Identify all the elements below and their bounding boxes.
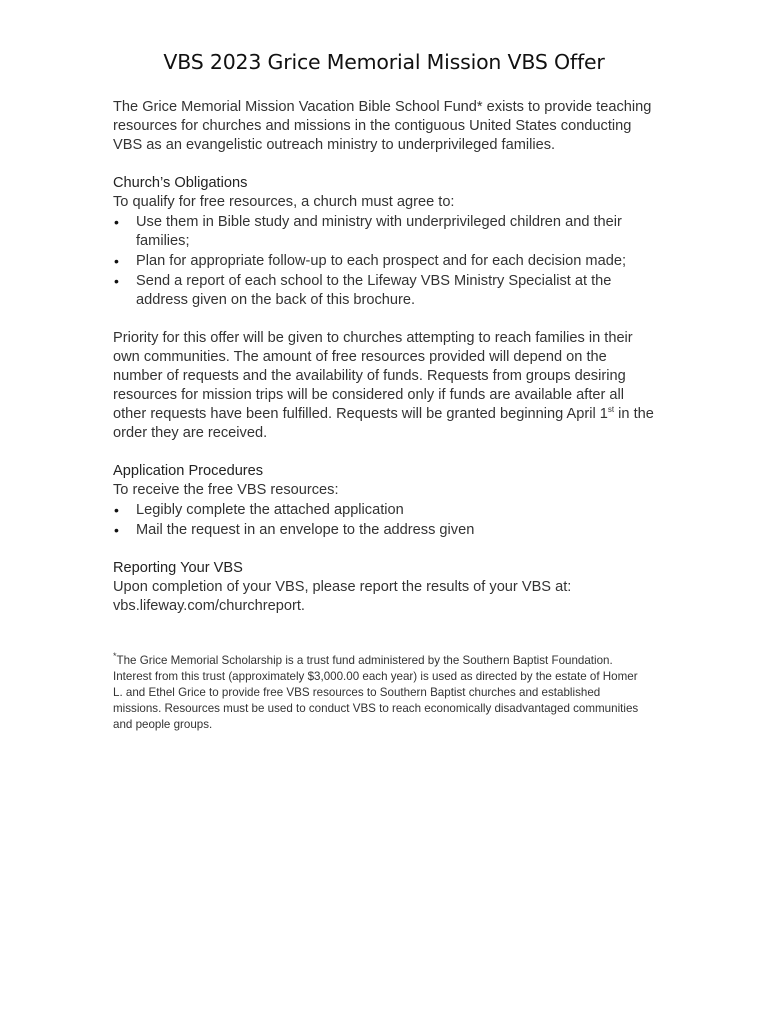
bullet-icon: • [114, 253, 119, 269]
list-item-text: Mail the request in an envelope to the address given [136, 522, 475, 538]
reporting-section [113, 559, 658, 616]
bullet-icon: • [114, 273, 119, 289]
list-item [113, 252, 658, 271]
reporting-text: Upon completion of your VBS, please report the results of your VBS at: vbs.lifeway.com/churchreport. [113, 579, 572, 614]
intro-paragraph: The Grice Memorial Mission Vacation Bible School Fund* exists to provide teaching resources for churches and missions in the contiguous United States conducting VBS as an evangelistic outreach ministry to underprivileged families. [113, 99, 652, 153]
reporting-heading: Reporting Your VBS [113, 560, 243, 576]
priority-text: Priority for this offer will be given to churches attempting to reach families in their own communities. The amount of free resources provided will depend on the number of requests and the availability of funds. Requests from groups desiring resources for mission trips will be considered only if funds are available after all other requests have been fulfilled. Requests will be granted beginning April 1 [113, 330, 633, 422]
page-title: VBS 2023 Grice Memorial Mission VBS Offer [163, 50, 605, 74]
list-item-text: Plan for appropriate follow-up to each prospect and for each decision made; [136, 253, 626, 269]
bullet-icon: • [114, 502, 119, 518]
application-lead: To receive the free VBS resources: [113, 482, 339, 498]
footnote-marker: * [113, 651, 117, 662]
obligations-heading: Church’s Obligations [113, 175, 248, 191]
application-heading: Application Procedures [113, 463, 264, 479]
priority-text-end: in the order they are received. [113, 406, 654, 441]
application-section [113, 462, 658, 540]
obligations-list [113, 213, 658, 310]
obligations-section [113, 174, 658, 310]
list-item-text: Send a report of each school to the Lifeway VBS Ministry Specialist at the address given on the back of this brochure. [136, 273, 612, 308]
list-item [113, 501, 658, 520]
footnote [113, 653, 643, 733]
list-item-text: Legibly complete the attached application [136, 502, 404, 518]
list-item-text: Use them in Bible study and ministry with underprivileged children and their families; [136, 214, 622, 249]
document-page [113, 50, 658, 745]
priority-paragraph [113, 329, 658, 443]
application-list [113, 501, 658, 540]
bullet-icon: • [114, 214, 119, 230]
obligations-lead: To qualify for free resources, a church must agree to: [113, 194, 455, 210]
bullet-icon: • [114, 522, 119, 538]
list-item [113, 213, 658, 251]
ordinal-suffix: st [607, 405, 615, 415]
list-item [113, 521, 658, 540]
list-item [113, 272, 658, 310]
footnote-text: The Grice Memorial Scholarship is a trust fund administered by the Southern Baptist Foundation. Interest from this trust (approximately $3,000.00 each year) is used as directed by the estate of Homer L. and Ethel Grice to provide free VBS resources to Southern Baptist churches and established missions. Resources must be used to conduct VBS to reach economically disadvantaged communities and people groups. [113, 654, 639, 731]
